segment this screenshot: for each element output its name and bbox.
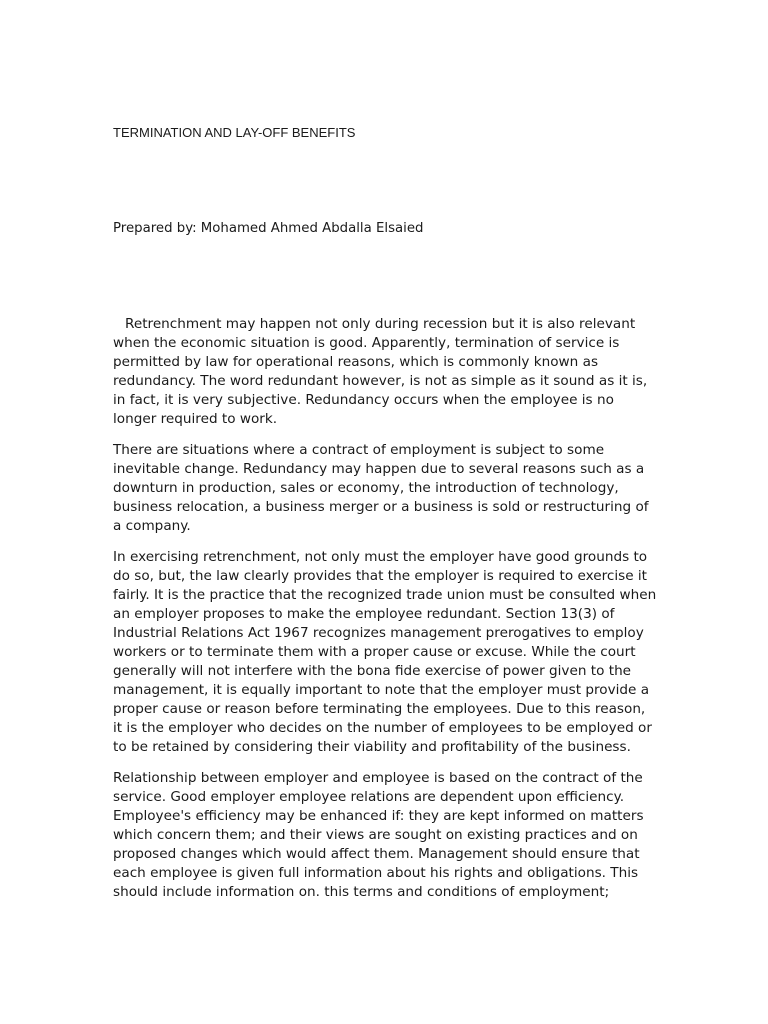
paragraph-3: In exercising retrenchment, not only must the employer have good grounds to do so, but, the law clearly provides that the employer is required to exercise it fairly. It is the practice that the recognized trade union must be consulted when an employer proposes to make the employee redundant. Section 13(3) of Industrial Relations Act 1967 recognizes management prerogatives to employ workers or to terminate them with a proper cause or excuse. While the court generally will not interfere with the bona fide exercise of power given to the management, it is equally important to note that the employer must provide a proper cause or reason before terminating the employees. Due to this reason, it is the employer who decides on the number of employees to be employed or to be retained by considering their viability and profitability of the business. (113, 549, 657, 755)
document-author: Prepared by: Mohamed Ahmed Abdalla Elsaied (113, 221, 424, 236)
document-body (113, 315, 658, 914)
paragraph-1: Retrenchment may happen not only during recession but it is also relevant when the economic situation is good. Apparently, termination of service is permitted by law for operational reasons, which is commonly known as redundancy. The word redundant however, is not as simple as it sound as it is, in fact, it is very subjective. Redundancy occurs when the employee is no longer required to work. (113, 316, 648, 427)
document-title: TERMINATION AND LAY-OFF BENEFITS (113, 125, 356, 140)
paragraph-4: Relationship between employer and employee is based on the contract of the service. Good employer employee relations are dependent upon efficiency. Employee's efficiency may be enhanced if: they are kept informed on matters which concern them; and their views are sought on existing practices and on proposed changes which would affect them. Management should ensure that each employee is given full information about his rights and obligations. This should include information on. this terms and conditions of employment; (113, 770, 644, 900)
paragraph-2: There are situations where a contract of employment is subject to some inevitable change. Redundancy may happen due to several reasons such as a downturn in production, sales or economy, the introduction of technology, business relocation, a business merger or a business is sold or restructuring of a company. (113, 442, 649, 534)
